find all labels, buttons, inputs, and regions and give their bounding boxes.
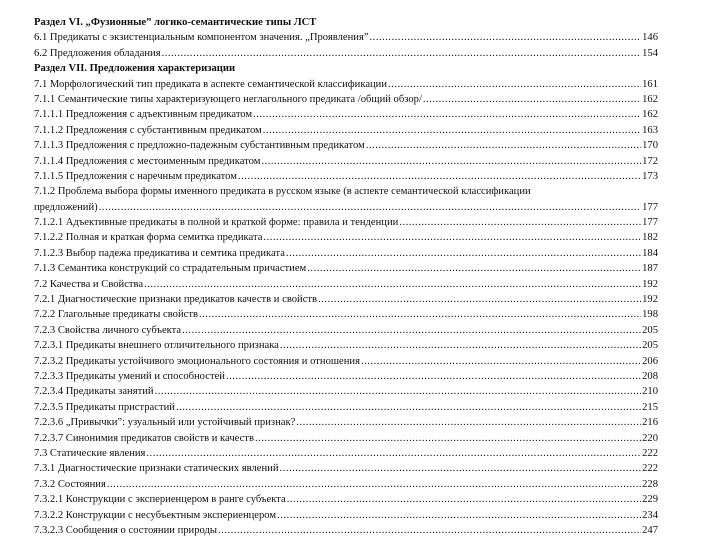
entry-title: 7.2.3.4 Предикаты занятий: [34, 386, 154, 398]
dot-leader: [423, 92, 641, 107]
toc-entry-7-3-2: [34, 477, 658, 492]
toc-entry-7-2-1: [34, 292, 658, 307]
entry-title: 7.2.1 Диагностические признаки предикатов качеств и свойств: [34, 294, 318, 306]
page-number: 161: [642, 78, 658, 90]
entry-title: 7.3.2.2 Конструкции с несубъектным экспериенцером: [34, 509, 277, 521]
toc-entry-7-1-1-4: [34, 154, 658, 169]
dot-leader: [144, 277, 641, 292]
entry-title: 7.1.1.3 Предложения с предложно-падежным субстантивным предикатом: [34, 140, 365, 152]
table-of-contents: [34, 15, 658, 538]
toc-entry-7-2-3-7: [34, 431, 658, 446]
section-heading-6: [34, 15, 658, 30]
toc-entry-7-1-2-line2: [34, 200, 658, 215]
page-number: 216: [642, 417, 658, 429]
dot-leader: [199, 307, 641, 322]
toc-entry-7-1-2-3: [34, 246, 658, 261]
entry-title: 7.3.2.3 Сообщения о состоянии природы: [34, 524, 218, 536]
toc-entry-7-1-1-5: [34, 169, 658, 184]
dot-leader: [146, 446, 641, 461]
dot-leader: [366, 138, 641, 153]
entry-title: 7.2.3 Свойства личного субъекта: [34, 324, 182, 336]
toc-entry-6-1: [34, 30, 658, 45]
entry-title: 7.3 Статические явления: [34, 447, 146, 459]
entry-title: 7.1.1 Семантические типы характеризующего неглагольного предиката /общий обзор/: [34, 93, 422, 105]
dot-leader: [307, 261, 641, 276]
entry-title: 7.2.2 Глагольные предикаты свойств: [34, 309, 198, 321]
dot-leader: [218, 523, 641, 538]
page-number: 162: [642, 93, 658, 105]
toc-entry-7-1-1-2: [34, 123, 658, 138]
dot-leader: [399, 215, 641, 230]
dot-leader: [261, 154, 641, 169]
page-number: 205: [642, 324, 658, 336]
dot-leader: [277, 508, 641, 523]
toc-entry-7-3-1: [34, 461, 658, 476]
toc-entry-7-1-1-1: [34, 107, 658, 122]
dot-leader: [238, 169, 641, 184]
dot-leader: [286, 246, 641, 261]
entry-title: 7.1.1.4 Предложения с местоименным предикатом: [34, 155, 261, 167]
entry-title: 6.2 Предложения обладания: [34, 47, 161, 59]
toc-entry-7-2-3: [34, 323, 658, 338]
dot-leader: [287, 492, 641, 507]
page-number: 172: [642, 155, 658, 167]
dot-leader: [155, 384, 642, 399]
toc-entry-7-1-2-line1: [34, 184, 658, 199]
toc-entry-7-1: [34, 77, 658, 92]
dot-leader: [388, 77, 641, 92]
dot-leader: [263, 230, 641, 245]
page-number: 173: [642, 170, 658, 182]
page-number: 222: [642, 447, 658, 459]
entry-title: 7.1.1.1 Предложения с адъективным предикатом: [34, 109, 253, 121]
entry-title: 7.1.2.3 Выбор падежа предикатива и семтика предиката: [34, 247, 285, 259]
dot-leader: [296, 415, 641, 430]
toc-entry-7-2-3-2: [34, 354, 658, 369]
dot-leader: [176, 400, 641, 415]
dot-leader: [253, 107, 641, 122]
page-number: 229: [642, 494, 658, 506]
section-heading-text: Раздел VI. „Фузионные” логико-семантические типы ЛСТ: [34, 17, 317, 28]
toc-entry-7-1-3: [34, 261, 658, 276]
page-number: 206: [642, 355, 658, 367]
entry-title: 7.1.1.2 Предложения с субстантивным предикатом: [34, 124, 262, 136]
toc-entry-7-1-1: [34, 92, 658, 107]
entry-title: 7.1 Морфологический тип предиката в аспекте семантической классификации: [34, 78, 388, 90]
page-number: 162: [642, 109, 658, 121]
dot-leader: [182, 323, 641, 338]
page-number: 177: [642, 201, 658, 213]
dot-leader: [226, 369, 641, 384]
page-number: 222: [642, 463, 658, 475]
dot-leader: [361, 354, 641, 369]
entry-title: 7.2.3.6 „Привычки”: узуальный или устойчивый признак?: [34, 417, 296, 429]
dot-leader: [370, 30, 642, 45]
toc-entry-7-2-3-3: [34, 369, 658, 384]
page-number: 208: [642, 370, 658, 382]
toc-entry-7-2: [34, 277, 658, 292]
dot-leader: [99, 200, 641, 215]
entry-title-continuation: предложений): [34, 201, 98, 213]
entry-title: 7.1.1.5 Предложения с наречным предикатом: [34, 170, 237, 182]
entry-title: 6.1 Предикаты с экзистенциальным компонентом значения. „Проявления”: [34, 32, 369, 44]
entry-title: 7.3.1 Диагностические признаки статических явлений: [34, 463, 279, 475]
dot-leader: [162, 46, 642, 61]
dot-leader: [318, 292, 641, 307]
page-number: 220: [642, 432, 658, 444]
entry-title: 7.2.3.5 Предикаты пристрастий: [34, 401, 175, 413]
dot-leader: [280, 461, 642, 476]
entry-title: 7.3.2 Состояния: [34, 478, 106, 490]
page-number: 205: [642, 340, 658, 352]
toc-entry-7-3: [34, 446, 658, 461]
section-heading-7: [34, 61, 658, 76]
toc-entry-7-3-2-2: [34, 508, 658, 523]
entry-title: 7.2.3.2 Предикаты устойчивого эмоционального состояния и отношения: [34, 355, 360, 367]
page-number: 228: [642, 478, 658, 490]
entry-title: 7.3.2.1 Конструкции с экспериенцером в ранге субъекта: [34, 494, 286, 506]
entry-title: 7.2.3.1 Предикаты внешнего отличительного признака: [34, 340, 279, 352]
entry-title: 7.2.3.3 Предикаты умений и способностей: [34, 370, 225, 382]
toc-entry-6-2: [34, 46, 658, 61]
toc-entry-7-2-3-5: [34, 400, 658, 415]
entry-title: 7.2 Качества и Свойства: [34, 278, 144, 290]
entry-title: 7.1.2.1 Адъективные предикаты в полной и краткой форме: правила и тенденции: [34, 217, 399, 229]
toc-entry-7-1-2-1: [34, 215, 658, 230]
dot-leader: [255, 431, 641, 446]
entry-title: 7.1.3 Семантика конструкций со страдательным причастием: [34, 263, 307, 275]
dot-leader: [263, 123, 641, 138]
toc-entry-7-2-3-1: [34, 338, 658, 353]
dot-leader: [280, 338, 641, 353]
toc-entry-7-2-3-4: [34, 384, 658, 399]
page-number: 215: [642, 401, 658, 413]
toc-entry-7-2-2: [34, 307, 658, 322]
dot-leader: [107, 477, 641, 492]
entry-title: 7.2.3.7 Синонимия предикатов свойств и качеств: [34, 432, 254, 444]
page-number: 192: [642, 278, 658, 290]
page-number: 184: [642, 247, 658, 259]
entry-title: 7.1.2.2 Полная и краткая форма семитка предиката: [34, 232, 263, 244]
page-number: 170: [642, 140, 658, 152]
page-number: 163: [642, 124, 658, 136]
page-number: 210: [642, 386, 658, 398]
page-number: 182: [642, 232, 658, 244]
toc-entry-7-2-3-6: [34, 415, 658, 430]
page-number: 187: [642, 263, 658, 275]
toc-entry-7-1-2-2: [34, 230, 658, 245]
toc-entry-7-3-2-3: [34, 523, 658, 538]
page-number: 234: [642, 509, 658, 521]
entry-title: 7.1.2 Проблема выбора формы именного предиката в русском языке (в аспекте семантической классификации: [34, 186, 531, 198]
page-number: 154: [642, 47, 658, 59]
page-number: 192: [642, 294, 658, 306]
page-number: 247: [642, 524, 658, 536]
toc-entry-7-1-1-3: [34, 138, 658, 153]
toc-entry-7-3-2-1: [34, 492, 658, 507]
page-number: 146: [642, 32, 658, 44]
page-number: 198: [642, 309, 658, 321]
section-heading-text: Раздел VII. Предложения характеризации: [34, 63, 236, 75]
page-number: 177: [642, 217, 658, 229]
